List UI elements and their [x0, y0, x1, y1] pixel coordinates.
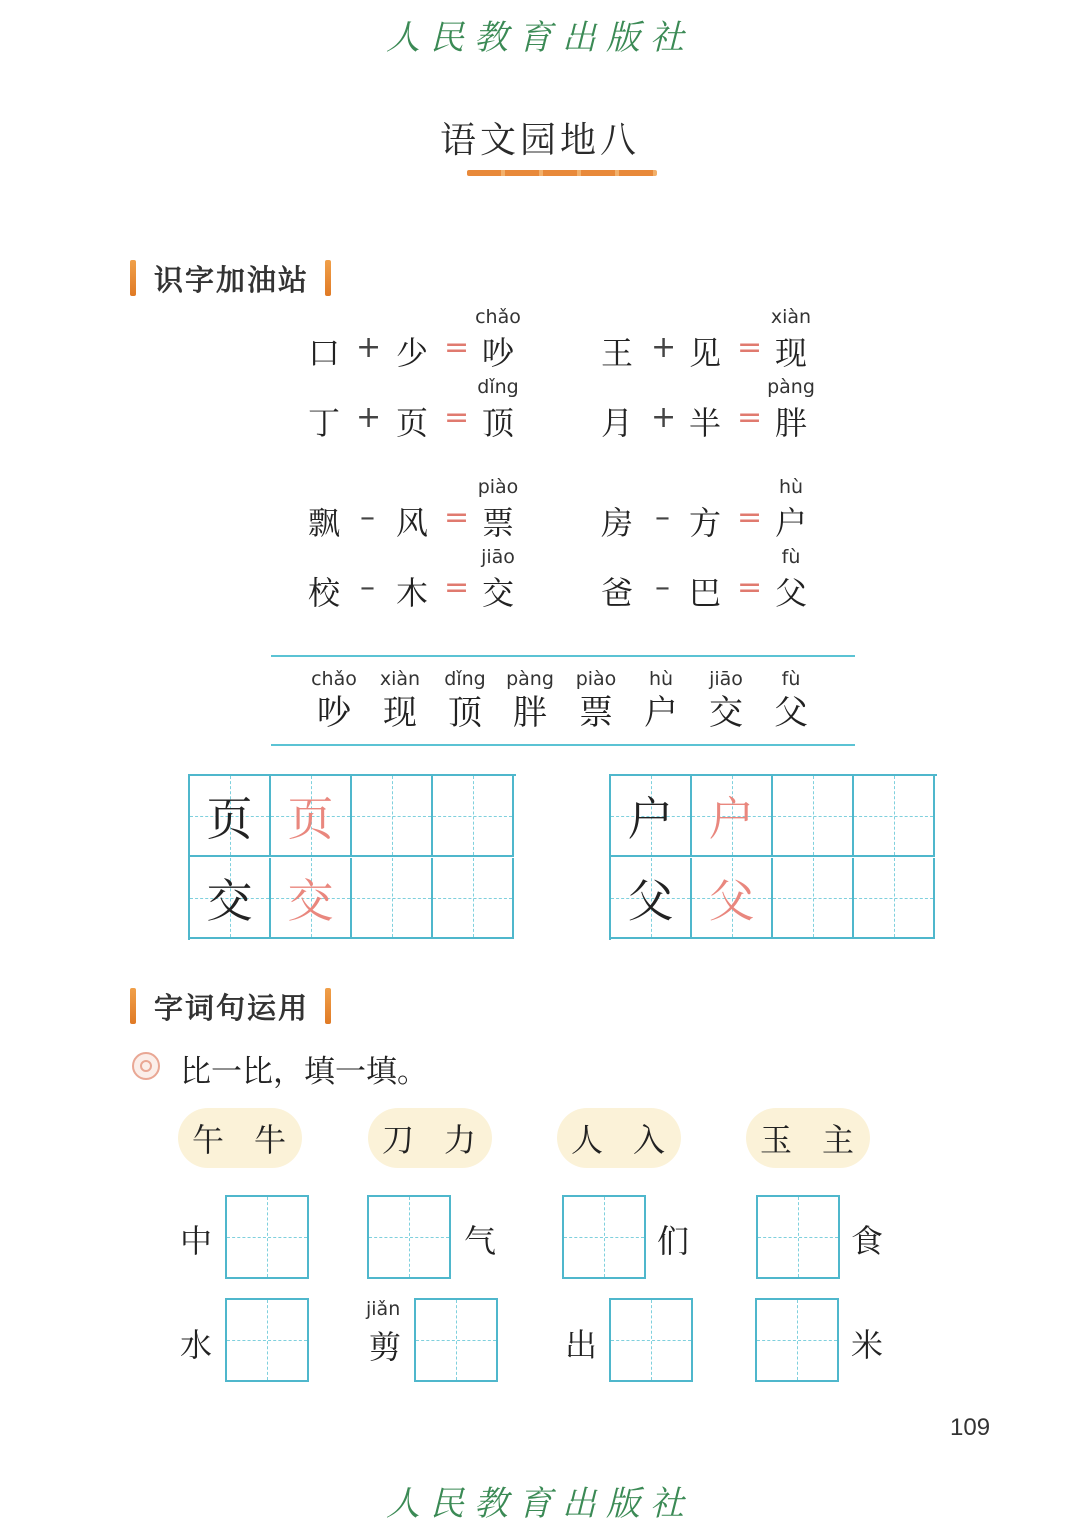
model-char: 户: [627, 791, 674, 846]
trace-char: 交: [287, 873, 334, 928]
writing-grid-left: [188, 774, 516, 940]
pair-char: 人: [570, 1121, 605, 1159]
word-char: 出: [565, 1326, 598, 1364]
formula-char-a: 口: [308, 334, 341, 372]
formula-pinyin: chǎo: [475, 306, 521, 328]
answer-grid[interactable]: [609, 1298, 693, 1382]
formula-result: 吵: [482, 334, 515, 372]
pair-char: 玉: [759, 1121, 794, 1159]
formula-operator: –: [360, 570, 375, 605]
heading-bar-right: [325, 260, 331, 296]
formula-pinyin: dǐng: [477, 376, 519, 398]
grid-cell-trace: [271, 858, 352, 939]
formula-equals: =: [444, 570, 470, 605]
pair-char: 牛: [254, 1121, 289, 1159]
strip-char: [370, 666, 430, 734]
strip-char: [304, 666, 364, 734]
strip-char: [696, 666, 756, 734]
answer-grid[interactable]: [414, 1298, 498, 1382]
formula-result: 票: [482, 504, 515, 542]
formula-row: [308, 476, 548, 546]
formula-char-a: 校: [308, 574, 341, 612]
word-char: 水: [180, 1326, 213, 1364]
grid-cell-empty[interactable]: [773, 858, 854, 939]
grid-cell-model: [190, 858, 271, 939]
heading-bar-left: [130, 260, 136, 296]
char-pair: [178, 1108, 302, 1168]
formula-pinyin: fù: [781, 546, 801, 568]
strip-pinyin: jiāo: [709, 668, 743, 690]
formula-equals: =: [737, 500, 763, 535]
word-char: 食: [851, 1222, 884, 1260]
formula-equals: =: [444, 400, 470, 435]
pair-char: 力: [444, 1121, 479, 1159]
grid-cell-empty[interactable]: [854, 858, 935, 939]
formula-char-a: 王: [601, 334, 634, 372]
section-heading-text: 识字加油站: [154, 262, 310, 297]
formula-char-b: 页: [396, 404, 429, 442]
grid-cell-empty[interactable]: [433, 858, 514, 939]
strip-hanzi: 户: [644, 693, 678, 733]
word-char: 们: [657, 1222, 690, 1260]
grid-cell-trace: [692, 776, 773, 857]
heading-bar-right: [325, 988, 331, 1024]
char-pair: [368, 1108, 492, 1168]
char-pair: [746, 1108, 870, 1168]
publisher-header: 人民教育出版社: [386, 18, 694, 58]
formula-result: 父: [775, 574, 808, 612]
formula-char-a: 爸: [601, 574, 634, 612]
strip-pinyin: piào: [575, 668, 617, 690]
formula-char-a: 飘: [308, 504, 341, 542]
grid-cell-empty[interactable]: [352, 776, 433, 857]
grid-cell-trace: [692, 858, 773, 939]
formula-operator: +: [651, 330, 677, 365]
page-number: 109: [950, 1414, 991, 1441]
model-char: 交: [206, 873, 253, 928]
formula-result: 现: [775, 334, 808, 372]
formula-row: [601, 546, 841, 616]
grid-cell-model: [190, 776, 271, 857]
section-heading-usage: [130, 986, 331, 1026]
trace-char: 户: [708, 791, 755, 846]
formula-result: 户: [775, 504, 808, 542]
publisher-footer: 人民教育出版社: [386, 1484, 694, 1524]
formula-char-b: 半: [689, 404, 722, 442]
strip-pinyin: pàng: [506, 668, 554, 690]
strip-pinyin: chǎo: [311, 668, 357, 690]
word-pinyin: jiǎn: [366, 1298, 401, 1320]
writing-grid-right: [609, 774, 937, 940]
formula-pinyin: pàng: [767, 376, 815, 398]
formula-pinyin: hù: [778, 476, 804, 498]
strip-char: [761, 666, 821, 734]
strip-char: [631, 666, 691, 734]
formula-row: [308, 546, 548, 616]
strip-hanzi: 顶: [448, 693, 482, 733]
formula-char-b: 巴: [689, 574, 722, 612]
formula-row: [308, 376, 548, 446]
strip-hanzi: 吵: [317, 693, 351, 733]
formula-char-a: 房: [601, 504, 634, 542]
strip-hanzi: 现: [383, 693, 417, 733]
strip-hanzi: 父: [774, 693, 808, 733]
formula-row: [601, 306, 841, 376]
formula-operator: –: [360, 500, 375, 535]
strip-hanzi: 票: [579, 693, 613, 733]
strip-char: [500, 666, 560, 734]
grid-cell-empty[interactable]: [854, 776, 935, 857]
page-title: 语文园地八: [439, 120, 640, 161]
formula-equals: =: [737, 330, 763, 365]
formula-char-b: 木: [396, 574, 429, 612]
formula-row: [601, 476, 841, 546]
formula-equals: =: [444, 500, 470, 535]
strip-pinyin: xiàn: [379, 668, 421, 690]
formula-pinyin: xiàn: [770, 306, 812, 328]
formula-result: 胖: [775, 404, 808, 442]
strip-char: [566, 666, 626, 734]
strip-pinyin: fù: [781, 668, 801, 690]
grid-cell-trace: [271, 776, 352, 857]
section-heading-literacy: [130, 258, 331, 298]
exercise-instruction: 比一比，填一填。: [180, 1054, 428, 1090]
model-char: 页: [206, 791, 253, 846]
strip-char: [435, 666, 495, 734]
trace-char: 父: [708, 873, 755, 928]
formula-operator: +: [356, 330, 382, 365]
heading-bar-left: [130, 988, 136, 1024]
formula-char-a: 月: [601, 404, 634, 442]
formula-operator: +: [356, 400, 382, 435]
formula-char-b: 少: [396, 334, 429, 372]
formula-char-b: 见: [689, 334, 722, 372]
strip-bottom-line: [271, 744, 855, 746]
formula-operator: –: [655, 570, 670, 605]
pair-char: 主: [822, 1121, 857, 1159]
grid-cell-empty[interactable]: [352, 858, 433, 939]
grid-cell-empty[interactable]: [773, 776, 854, 857]
formula-row: [308, 306, 548, 376]
model-char: 父: [627, 873, 674, 928]
trace-char: 页: [287, 791, 334, 846]
strip-hanzi: 交: [709, 693, 743, 733]
strip-pinyin: dǐng: [444, 668, 486, 690]
answer-grid[interactable]: [225, 1195, 309, 1279]
pair-char: 刀: [381, 1121, 416, 1159]
grid-cell-model: [611, 776, 692, 857]
answer-grid[interactable]: [755, 1298, 839, 1382]
formula-equals: =: [737, 400, 763, 435]
pair-char: 入: [633, 1121, 668, 1159]
word-char: 剪: [369, 1328, 402, 1366]
answer-grid[interactable]: [562, 1195, 646, 1279]
word-char: 气: [464, 1222, 497, 1260]
strip-hanzi: 胖: [513, 693, 547, 733]
strip-pinyin: hù: [648, 668, 674, 690]
title-underline: [467, 170, 657, 176]
section-heading-text: 字词句运用: [154, 990, 310, 1025]
formula-pinyin: jiāo: [481, 546, 515, 568]
formula-result: 交: [482, 574, 515, 612]
formula-equals: =: [444, 330, 470, 365]
char-pair: [557, 1108, 681, 1168]
answer-grid[interactable]: [367, 1195, 451, 1279]
pair-char: 午: [191, 1121, 226, 1159]
exercise-bullet-icon: [132, 1052, 160, 1080]
word-char: 中: [180, 1222, 213, 1260]
formula-operator: +: [651, 400, 677, 435]
answer-grid[interactable]: [225, 1298, 309, 1382]
word-char: 米: [851, 1326, 884, 1364]
formula-char-b: 风: [396, 504, 429, 542]
formula-operator: –: [655, 500, 670, 535]
formula-pinyin: piào: [477, 476, 519, 498]
formula-result: 顶: [482, 404, 515, 442]
strip-top-line: [271, 655, 855, 657]
formula-char-b: 方: [689, 504, 722, 542]
formula-equals: =: [737, 570, 763, 605]
formula-row: [601, 376, 841, 446]
grid-cell-empty[interactable]: [433, 776, 514, 857]
answer-grid[interactable]: [756, 1195, 840, 1279]
grid-cell-model: [611, 858, 692, 939]
formula-char-a: 丁: [308, 404, 341, 442]
